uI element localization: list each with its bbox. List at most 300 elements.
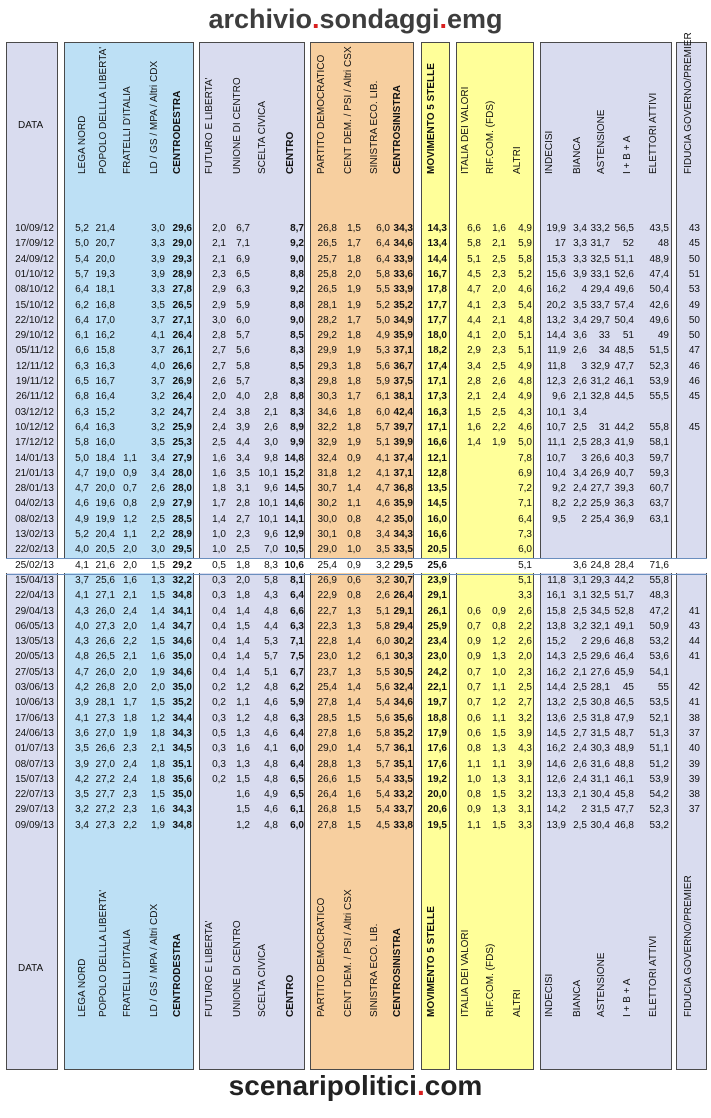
table-cell: 3,5 — [376, 544, 390, 556]
table-cell: 2,1 — [573, 391, 587, 403]
table-cell: 1,1 — [236, 697, 250, 709]
table-cell: 17,4 — [427, 360, 447, 372]
table-cell: 33 — [598, 330, 610, 342]
table-cell: 2,0 — [123, 666, 137, 678]
table-cell: 1,6 — [236, 743, 250, 755]
table-cell: 4,2 — [376, 513, 390, 525]
table-cell: 1,3 — [347, 605, 361, 617]
top-header-6: UNIONE DI CENTRO — [232, 77, 243, 174]
row-date: 28/01/13 — [15, 483, 54, 495]
table-cell: 0,7 — [467, 620, 481, 632]
row-date: 15/07/13 — [15, 773, 54, 785]
table-cell: 45 — [688, 391, 700, 403]
table-cell: 14,4 — [427, 253, 447, 265]
table-cell: 1,5 — [492, 789, 506, 801]
table-cell: 18,0 — [427, 330, 447, 342]
table-cell: 40 — [688, 743, 700, 755]
table-cell: 19,2 — [427, 773, 447, 785]
table-cell: 5,2 — [75, 529, 89, 540]
table-cell: 4,6 — [376, 498, 390, 510]
table-cell: 24,8 — [590, 559, 610, 571]
table-cell: 9,5 — [552, 513, 566, 525]
table-cell: 1,0 — [212, 544, 226, 556]
table-cell: 1,3 — [151, 574, 165, 586]
table-cell: 47,4 — [649, 268, 669, 280]
table-cell: 2,1 — [264, 406, 278, 418]
table-cell: 35,0 — [172, 789, 192, 801]
table-cell: 6,4 — [290, 758, 304, 770]
table-cell: 0,4 — [212, 605, 226, 617]
row-date: 29/07/13 — [15, 804, 54, 816]
table-cell: 29,9 — [317, 345, 337, 357]
table-cell: 1,4 — [236, 666, 250, 678]
table-cell: 13,4 — [427, 238, 447, 250]
table-cell: 35,0 — [393, 513, 413, 525]
table-cell: 26,6 — [590, 452, 610, 464]
table-cell: 5,6 — [376, 712, 390, 724]
table-cell: 2,0 — [123, 559, 137, 571]
table-cell: 31,8 — [317, 467, 337, 479]
table-cell: 3,7 — [151, 314, 165, 326]
table-cell: 20,0 — [95, 253, 115, 265]
table-cell: 48,9 — [614, 743, 634, 755]
table-cell: 27,7 — [95, 789, 115, 801]
table-cell: 30,3 — [317, 391, 337, 403]
row-date: 08/10/12 — [15, 284, 54, 296]
table-cell: 1,5 — [492, 727, 506, 739]
table-cell: 12,8 — [427, 467, 447, 479]
table-cell: 4,1 — [264, 743, 278, 755]
table-cell: 8,2 — [552, 498, 566, 510]
table-cell: 15,2 — [546, 636, 566, 648]
table-cell: 2 — [581, 804, 587, 816]
table-cell: 3,9 — [151, 253, 165, 265]
table-cell: 3 — [581, 452, 587, 464]
table-cell: 3,5 — [236, 467, 250, 479]
table-cell: 2,5 — [573, 697, 587, 709]
table-cell: 10,1 — [258, 467, 278, 479]
table-cell: 19,9 — [546, 223, 566, 234]
table-cell: 2,6 — [518, 636, 532, 648]
table-cell: 5,0 — [75, 452, 89, 464]
table-cell: 1,5 — [467, 406, 481, 418]
table-cell: 71,6 — [649, 559, 669, 571]
table-cell: 6,0 — [518, 544, 532, 556]
table-cell: 3,3 — [518, 819, 532, 831]
table-cell: 26,6 — [317, 773, 337, 785]
top-header-21: ELETTORI ATTIVI — [648, 92, 659, 174]
table-cell: 32,1 — [590, 620, 610, 632]
table-cell: 0,5 — [212, 727, 226, 739]
table-cell: 6,5 — [75, 376, 89, 387]
table-cell: 8,3 — [264, 559, 278, 571]
table-cell: 13,5 — [427, 483, 447, 495]
table-cell: 2,4 — [123, 605, 137, 617]
table-cell: 26,5 — [317, 238, 337, 250]
table-cell: 15,3 — [546, 253, 566, 265]
table-cell: 1,8 — [347, 406, 361, 418]
table-cell: 11,9 — [547, 345, 566, 357]
table-cell: 1,5 — [151, 789, 165, 801]
table-cell: 6,4 — [290, 590, 304, 602]
table-cell: 17,0 — [95, 314, 115, 326]
table-cell: 8,8 — [290, 299, 304, 311]
table-cell: 26,8 — [317, 223, 337, 234]
table-cell: 34 — [598, 345, 610, 357]
table-cell: 2,7 — [518, 697, 532, 709]
table-cell: 1,8 — [347, 253, 361, 265]
table-cell: 39 — [688, 758, 700, 770]
bottom-header-20: I + B + A — [622, 978, 633, 1017]
table-cell: 16,1 — [546, 590, 566, 602]
table-cell: 35,9 — [393, 330, 413, 342]
bottom-header-11: SINISTRA ECO. LIB. — [369, 923, 380, 1017]
table-cell: 16,3 — [95, 360, 115, 372]
table-cell: 5,0 — [75, 238, 89, 250]
table-cell: 0,8 — [347, 513, 361, 525]
table-cell: 5,8 — [264, 574, 278, 586]
table-cell: 4,2 — [75, 682, 89, 693]
row-date: 17/12/12 — [15, 437, 54, 449]
table-cell: 4,7 — [376, 483, 390, 495]
table-cell: 2,0 — [212, 223, 226, 234]
table-cell: 55,5 — [649, 391, 669, 403]
table-cell: 31 — [598, 421, 610, 433]
table-cell: 33,2 — [590, 223, 610, 234]
table-cell: 42,4 — [393, 406, 413, 418]
table-cell: 52 — [622, 238, 634, 250]
table-cell: 4,6 — [518, 284, 532, 296]
table-cell: 3,3 — [151, 284, 165, 296]
highlight-separator — [6, 558, 707, 559]
table-cell: 48,5 — [614, 345, 634, 357]
table-cell: 33,7 — [393, 804, 413, 816]
table-cell: 1,6 — [236, 789, 250, 801]
table-cell: 5,1 — [467, 253, 481, 265]
table-cell: 1,3 — [492, 804, 506, 816]
table-cell: 4,1 — [75, 590, 89, 602]
bottom-header-16: ALTRI — [512, 989, 523, 1017]
table-cell: 0,7 — [467, 697, 481, 709]
table-cell: 2,1 — [123, 590, 137, 602]
table-cell: 3,9 — [518, 758, 532, 770]
row-date: 01/10/12 — [15, 268, 54, 280]
table-cell: 44,2 — [614, 421, 634, 433]
table-cell: 5,5 — [376, 666, 390, 678]
table-cell: 8,3 — [290, 345, 304, 357]
table-cell: 3,2 — [376, 559, 390, 571]
table-cell: 26,4 — [393, 590, 413, 602]
table-cell: 18,4 — [95, 452, 115, 464]
table-cell: 0,9 — [467, 636, 481, 648]
table-cell: 16,7 — [427, 268, 447, 280]
table-cell: 2,7 — [573, 727, 587, 739]
row-date: 14/01/13 — [15, 452, 54, 464]
table-cell: 1,2 — [347, 467, 361, 479]
table-cell: 16,2 — [546, 284, 566, 296]
table-cell: 1,6 — [467, 421, 481, 433]
table-cell: 5,1 — [376, 605, 390, 617]
table-cell: 15,6 — [546, 268, 566, 280]
table-cell: 1,5 — [347, 819, 361, 831]
bottom-header-0: LEGA NORD — [77, 958, 88, 1017]
table-cell: 0,6 — [347, 574, 361, 586]
table-cell: 6,3 — [75, 406, 89, 418]
table-cell: 20,6 — [427, 804, 447, 816]
row-date: 09/09/13 — [15, 819, 54, 831]
table-cell: 5,1 — [518, 330, 532, 342]
table-cell: 35,2 — [172, 697, 192, 709]
bottom-header-3: LD / GS / MPA / Altri CDX — [149, 903, 160, 1017]
table-cell: 1,9 — [347, 345, 361, 357]
table-cell: 44,5 — [614, 391, 634, 403]
table-cell: 33,6 — [393, 268, 413, 280]
table-cell: 41 — [688, 651, 700, 663]
table-cell: 23,0 — [427, 651, 447, 663]
table-cell: 4,6 — [264, 727, 278, 739]
table-cell: 7,5 — [290, 651, 304, 663]
table-cell: 2,5 — [573, 819, 587, 831]
table-cell: 29,1 — [427, 590, 447, 602]
table-cell: 28,9 — [172, 529, 192, 540]
table-cell: 7,8 — [518, 452, 532, 464]
table-cell: 2,0 — [123, 544, 137, 556]
table-cell: 34,8 — [172, 590, 192, 602]
table-cell: 42 — [688, 682, 700, 693]
table-cell: 5,6 — [376, 682, 390, 693]
table-cell: 25,4 — [317, 559, 337, 571]
table-cell: 8,7 — [290, 223, 304, 234]
table-cell: 36,3 — [614, 498, 634, 510]
table-cell: 41 — [688, 605, 700, 617]
table-cell: 43 — [688, 620, 700, 632]
table-cell: 27,0 — [95, 758, 115, 770]
row-date: 17/09/12 — [15, 238, 54, 250]
table-cell: 20,2 — [546, 299, 566, 311]
table-cell: 2,2 — [151, 529, 165, 540]
row-date: 26/11/12 — [15, 391, 54, 403]
table-cell: 4,1 — [467, 299, 481, 311]
table-cell: 35,0 — [172, 682, 192, 693]
table-cell: 2,4 — [492, 391, 506, 403]
table-cell: 2,1 — [492, 238, 506, 250]
table-cell: 2,0 — [492, 330, 506, 342]
table-cell: 1,4 — [347, 483, 361, 495]
table-cell: 4,7 — [75, 666, 89, 678]
bottom-header-14: ITALIA DEI VALORI — [460, 929, 471, 1017]
table-cell: 15,2 — [95, 406, 115, 418]
table-cell: 30,2 — [393, 636, 413, 648]
table-cell: 16,4 — [95, 391, 115, 403]
table-cell: 29,6 — [590, 636, 610, 648]
table-cell: 3,5 — [151, 299, 165, 311]
table-cell: 13,2 — [546, 314, 566, 326]
table-cell: 51 — [622, 330, 634, 342]
table-cell: 2,6 — [518, 605, 532, 617]
table-cell: 37,1 — [393, 345, 413, 357]
table-cell: 3,8 — [236, 406, 250, 418]
table-cell: 32,9 — [317, 437, 337, 449]
table-cell: 29,4 — [590, 284, 610, 296]
table-cell: 7,1 — [290, 636, 304, 648]
table-cell: 28,3 — [590, 437, 610, 449]
table-cell: 47,9 — [614, 712, 634, 724]
table-cell: 3,2 — [518, 712, 532, 724]
table-cell: 34,3 — [172, 804, 192, 816]
table-cell: 10,1 — [546, 406, 566, 418]
table-cell: 59,3 — [649, 467, 669, 479]
table-cell: 19,6 — [95, 498, 115, 510]
bottom-header-5: FUTURO E LIBERTA' — [204, 920, 215, 1017]
table-cell: 1,6 — [347, 727, 361, 739]
table-cell: 1,6 — [347, 789, 361, 801]
bottom-header-8: CENTRO — [285, 974, 296, 1017]
row-date: 08/02/13 — [15, 513, 54, 525]
row-date: 10/06/13 — [15, 697, 54, 709]
table-cell: 30,2 — [317, 498, 337, 510]
table-cell: 4,8 — [264, 605, 278, 617]
table-cell: 2,3 — [492, 345, 506, 357]
table-cell: 51,3 — [649, 727, 669, 739]
table-cell: 3,4 — [151, 467, 165, 479]
table-cell: 26,5 — [172, 299, 192, 311]
table-cell: 29,3 — [317, 360, 337, 372]
table-cell: 1,2 — [492, 697, 506, 709]
table-cell: 46 — [688, 360, 700, 372]
table-cell: 6,3 — [75, 360, 89, 372]
table-cell: 2,3 — [236, 529, 250, 540]
table-cell: 2,8 — [236, 498, 250, 510]
table-cell: 0,8 — [123, 498, 137, 510]
table-cell: 4,7 — [75, 467, 89, 479]
table-cell: 2,4 — [212, 421, 226, 433]
table-cell: 1,3 — [347, 758, 361, 770]
table-cell: 6,4 — [75, 284, 89, 296]
table-cell: 0,7 — [467, 682, 481, 693]
table-cell: 31,1 — [590, 773, 610, 785]
table-cell: 2,0 — [151, 682, 165, 693]
table-cell: 17,7 — [427, 314, 447, 326]
table-cell: 2,5 — [212, 437, 226, 449]
table-cell: 1,5 — [236, 620, 250, 632]
table-cell: 29,0 — [317, 743, 337, 755]
table-cell: 30,7 — [317, 483, 337, 495]
table-cell: 28,1 — [590, 682, 610, 693]
bottom-header-19: ASTENSIONE — [596, 952, 607, 1017]
table-cell: 35,1 — [172, 758, 192, 770]
table-cell: 1,5 — [236, 804, 250, 816]
table-cell: 46,4 — [614, 651, 634, 663]
table-cell: 1,1 — [347, 498, 361, 510]
table-cell: 1,3 — [492, 743, 506, 755]
table-cell: 55 — [657, 682, 669, 693]
table-cell: 4,3 — [75, 605, 89, 617]
table-cell: 1,4 — [236, 636, 250, 648]
table-cell: 18,8 — [427, 712, 447, 724]
table-cell: 37,1 — [393, 467, 413, 479]
table-cell: 49,6 — [649, 314, 669, 326]
table-cell: 5,6 — [236, 345, 250, 357]
table-cell: 6,2 — [290, 682, 304, 693]
table-cell: 43 — [688, 223, 700, 234]
table-cell: 10,5 — [284, 544, 304, 556]
table-cell: 32,4 — [393, 682, 413, 693]
row-date: 12/11/12 — [15, 360, 54, 372]
table-cell: 35,6 — [393, 712, 413, 724]
table-cell: 3,9 — [75, 697, 89, 709]
table-cell: 2,6 — [376, 590, 390, 602]
table-cell: 0,2 — [212, 773, 226, 785]
row-date: 13/02/13 — [15, 529, 54, 540]
table-cell: 33,5 — [393, 773, 413, 785]
table-cell: 47 — [688, 345, 700, 357]
top-header-9: PARTITO DEMOCRATICO — [316, 54, 327, 174]
top-header-11: SINISTRA ECO. LIB. — [369, 80, 380, 174]
bottom-header-13: MOVIMENTO 5 STELLE — [426, 906, 437, 1017]
table-cell: 1,5 — [347, 804, 361, 816]
table-cell: 8,5 — [290, 360, 304, 372]
table-cell: 35,6 — [172, 773, 192, 785]
table-cell: 11,8 — [547, 574, 566, 586]
table-cell: 2,4 — [573, 773, 587, 785]
top-header-20: I + B + A — [622, 135, 633, 174]
table-cell: 53,2 — [649, 636, 669, 648]
table-cell: 25,4 — [317, 682, 337, 693]
row-date: 10/09/12 — [15, 223, 54, 234]
table-cell: 11,8 — [547, 360, 566, 372]
table-cell: 6,8 — [75, 391, 89, 403]
table-cell: 4,2 — [75, 773, 89, 785]
table-cell: 53,5 — [649, 697, 669, 709]
table-cell: 2,6 — [212, 376, 226, 387]
row-date: 04/02/13 — [15, 498, 54, 510]
table-cell: 3,5 — [75, 789, 89, 801]
table-cell: 0,8 — [347, 529, 361, 540]
table-cell: 16,6 — [427, 529, 447, 540]
table-cell: 14,6 — [546, 758, 566, 770]
table-cell: 19,9 — [95, 513, 115, 525]
row-date: 24/09/12 — [15, 253, 54, 265]
table-cell: 2,2 — [123, 819, 137, 831]
table-cell: 17,6 — [427, 743, 447, 755]
table-cell: 26,6 — [95, 636, 115, 648]
table-cell: 32,9 — [590, 360, 610, 372]
table-cell: 6,9 — [236, 253, 250, 265]
table-cell: 6,7 — [236, 223, 250, 234]
table-cell: 1,8 — [123, 712, 137, 724]
table-cell: 3,2 — [151, 406, 165, 418]
table-cell: 6,5 — [236, 268, 250, 280]
row-date: 15/04/13 — [15, 574, 54, 586]
table-cell: 2,4 — [573, 743, 587, 755]
table-cell: 52,8 — [614, 605, 634, 617]
table-cell: 1,8 — [236, 590, 250, 602]
table-cell: 26,5 — [95, 651, 115, 663]
bottom-header-2: FRATELLI D'ITALIA — [122, 929, 133, 1017]
table-cell: 7,1 — [518, 498, 532, 510]
table-cell: 4,3 — [518, 406, 532, 418]
table-cell: 3,4 — [467, 360, 481, 372]
table-cell: 54,1 — [649, 666, 669, 678]
table-cell: 9,0 — [290, 314, 304, 326]
table-cell: 6,4 — [75, 314, 89, 326]
table-cell: 5,8 — [236, 360, 250, 372]
table-cell: 3,2 — [75, 804, 89, 816]
row-date: 06/05/13 — [15, 620, 54, 632]
table-cell: 53,9 — [649, 376, 669, 387]
table-cell: 29,5 — [172, 544, 192, 556]
row-date: 01/07/13 — [15, 743, 54, 755]
